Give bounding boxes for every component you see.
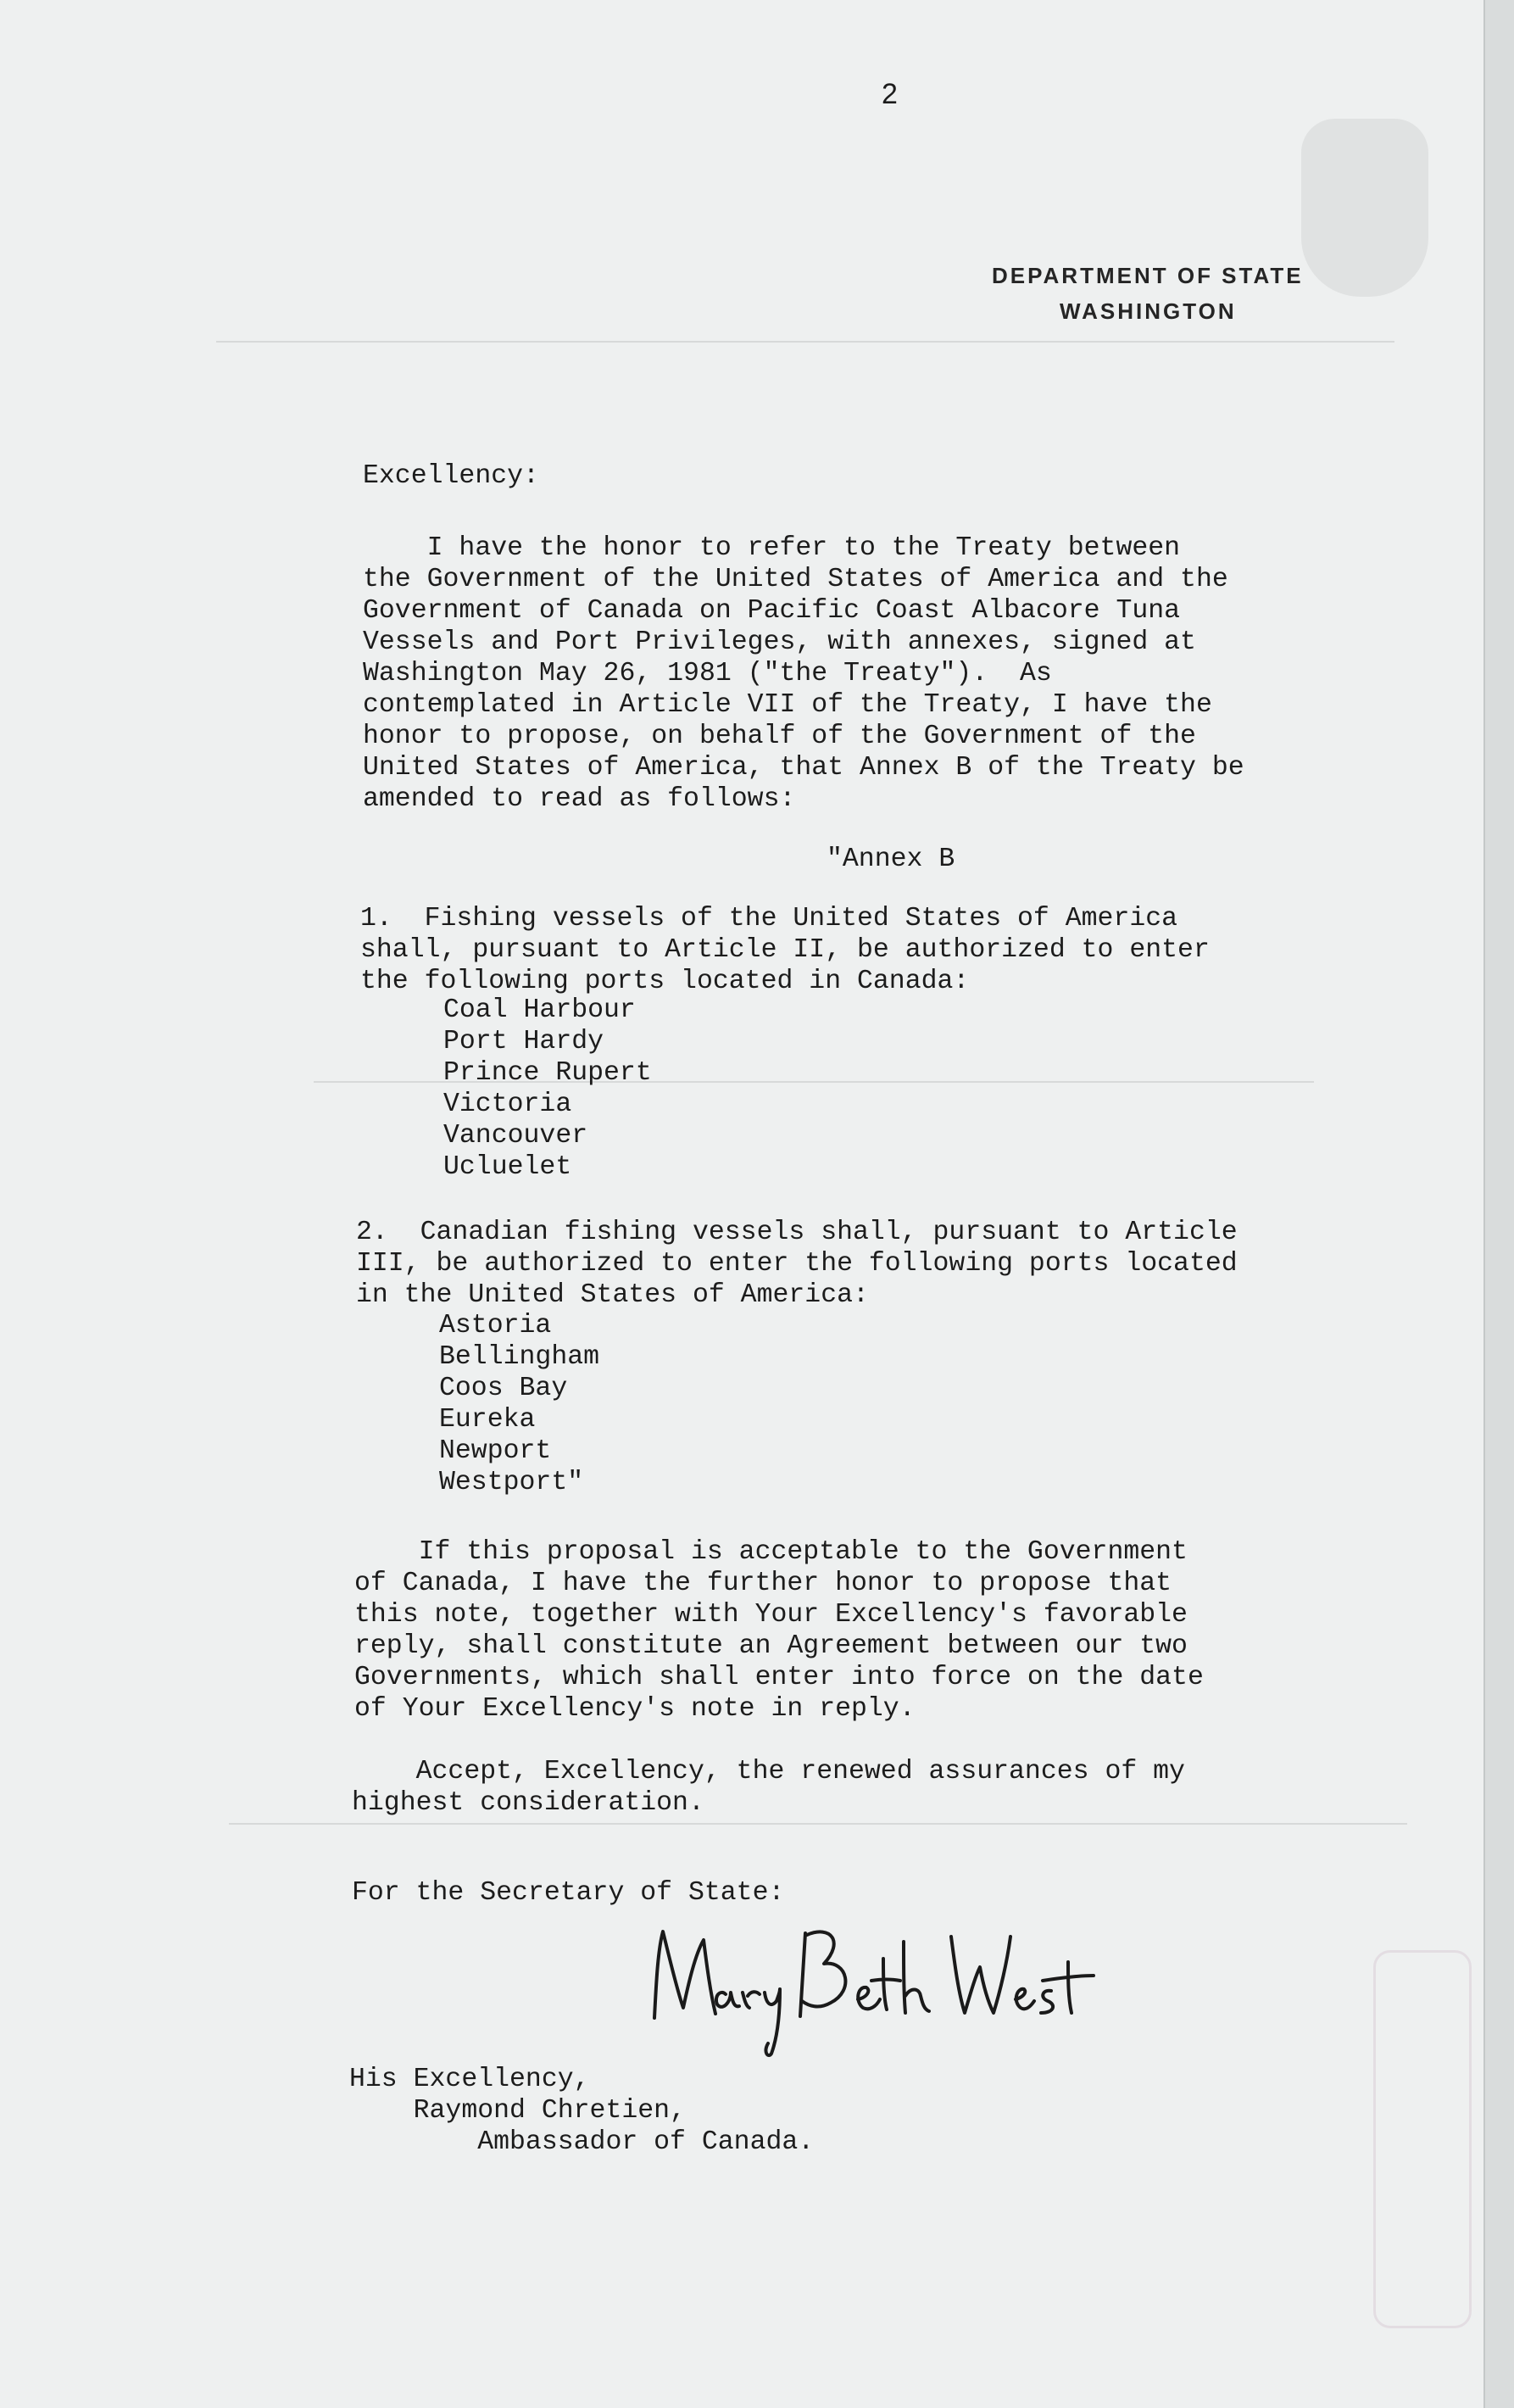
proposal-line: this note, together with Your Excellency's favorable xyxy=(354,1600,1188,1630)
scan-edge xyxy=(1483,0,1514,2408)
us-port: Bellingham xyxy=(439,1342,600,1372)
canada-port: Ucluelet xyxy=(443,1152,572,1182)
body-line: Vessels and Port Privileges, with annexes, signed at xyxy=(363,627,1196,657)
proposal-line: reply, shall constitute an Agreement between our two xyxy=(354,1631,1188,1661)
canada-port: Port Hardy xyxy=(443,1027,604,1056)
body-line: honor to propose, on behalf of the Government of the xyxy=(363,722,1196,751)
body-line: contemplated in Article VII of the Treaty, I have the xyxy=(363,690,1212,720)
annex-title: "Annex B xyxy=(827,844,955,874)
letterhead-city: WASHINGTON xyxy=(1060,298,1237,324)
bleed-through-stamp xyxy=(1373,1950,1472,2328)
us-port: Westport" xyxy=(439,1468,584,1497)
body-line: Government of Canada on Pacific Coast Albacore Tuna xyxy=(363,596,1181,626)
proposal-line: of Your Excellency's note in reply. xyxy=(354,1694,916,1724)
handwritten-signature xyxy=(644,1908,1102,2060)
closing-line: Accept, Excellency, the renewed assurances of my xyxy=(352,1757,1185,1786)
proposal-line: If this proposal is acceptable to the Government xyxy=(354,1537,1188,1567)
signoff: For the Secretary of State: xyxy=(352,1878,785,1908)
salutation: Excellency: xyxy=(363,461,539,491)
item2-line: III, be authorized to enter the following ports located xyxy=(356,1249,1238,1279)
letterhead-department: DEPARTMENT OF STATE xyxy=(992,263,1304,288)
item2-line: in the United States of America: xyxy=(356,1280,869,1310)
canada-port: Vancouver xyxy=(443,1121,588,1151)
body-line: Washington May 26, 1981 ("the Treaty"). As xyxy=(363,659,1052,688)
body-line: I have the honor to refer to the Treaty between xyxy=(363,533,1181,563)
canada-port: Prince Rupert xyxy=(443,1058,652,1088)
item1-line: the following ports located in Canada: xyxy=(360,967,970,996)
proposal-line: of Canada, I have the further honor to propose that xyxy=(354,1569,1172,1598)
body-line: amended to read as follows: xyxy=(363,784,796,814)
bleed-through-rule xyxy=(216,341,1394,343)
us-port: Coos Bay xyxy=(439,1374,568,1403)
item2-line: 2. Canadian fishing vessels shall, pursuant to Article xyxy=(356,1218,1238,1247)
closing-line: highest consideration. xyxy=(352,1788,704,1818)
canada-port: Coal Harbour xyxy=(443,995,636,1025)
us-port: Eureka xyxy=(439,1405,536,1435)
us-port: Newport xyxy=(439,1436,552,1466)
body-line: United States of America, that Annex B of the Treaty be xyxy=(363,753,1244,783)
bleed-through-rule xyxy=(229,1823,1407,1825)
addressee-line: His Excellency, xyxy=(349,2065,590,2094)
us-port: Astoria xyxy=(439,1311,552,1341)
canada-port: Victoria xyxy=(443,1090,572,1119)
bleed-through-crest xyxy=(1301,119,1428,297)
item1-line: shall, pursuant to Article II, be authorized to enter xyxy=(360,935,1210,965)
body-line: the Government of the United States of America and the xyxy=(363,565,1228,594)
addressee-line: Raymond Chretien, xyxy=(349,2096,686,2126)
item1-line: 1. Fishing vessels of the United States of America xyxy=(360,904,1178,934)
proposal-line: Governments, which shall enter into force on the date xyxy=(354,1663,1204,1692)
addressee-line: Ambassador of Canada. xyxy=(349,2127,815,2157)
page-number: 2 xyxy=(882,78,898,110)
